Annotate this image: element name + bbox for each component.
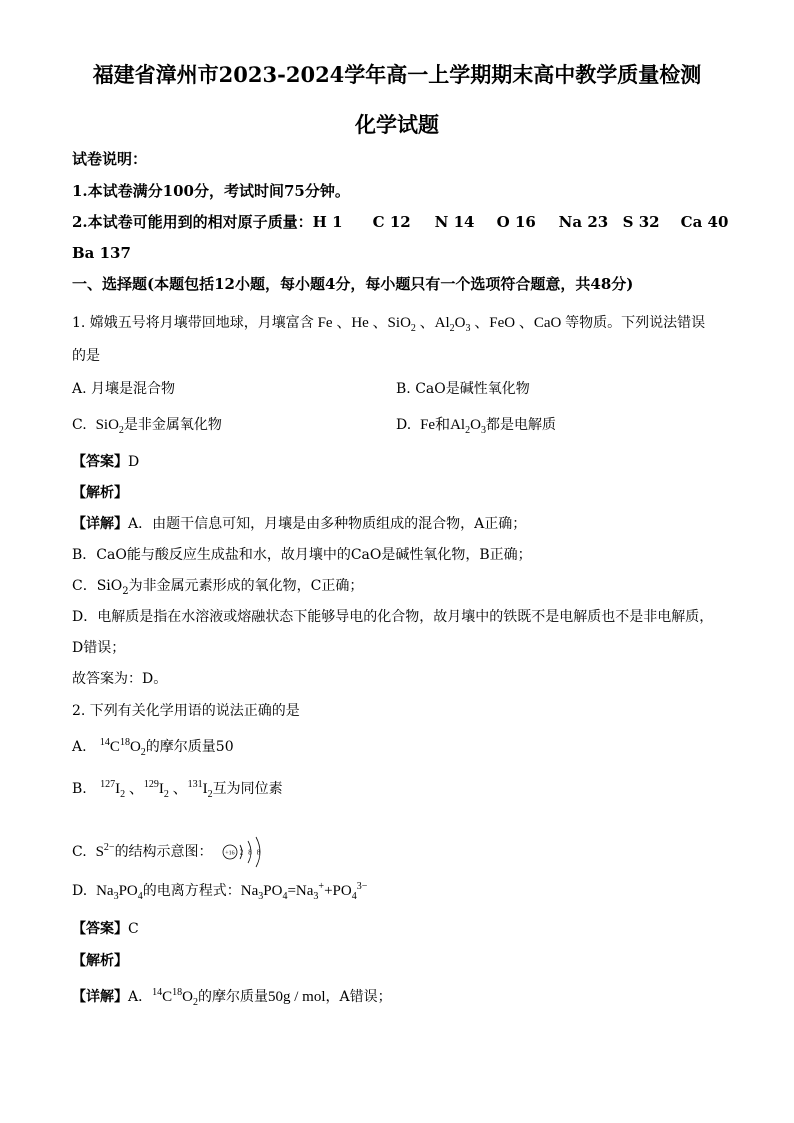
instructions-item-1: 1.本试卷满分100分，考试时间75分钟。 [72, 182, 350, 200]
atomic-mass-c: C 12 [372, 213, 411, 231]
q1-detail-b: B．CaO能与酸反应生成盐和水，故月壤中的CaO是碱性氧化物，B正确； [72, 547, 532, 563]
section-1-heading: 一、选择题(本题包括12小题，每小题4分，每小题只有一个选项符合题意，共48分) [72, 275, 634, 293]
atomic-mass-n: N 14 [434, 213, 475, 231]
q1-answer: 【答案】D [72, 454, 140, 470]
q1-stem: 1. 嫦娥五号将月壤带回地球，月壤富含 Fe 、He 、SiO$_2$ 、$Al_2O_3$ 、FeO 、CaO 等物质。下列说法错误 [72, 315, 706, 334]
atomic-mass-na: Na 23 [558, 213, 609, 231]
instructions-heading: 试卷说明： [72, 150, 148, 168]
q1-detail-c: C．SiO$_2$为非金属元素形成的氧化物，C正确； [72, 578, 364, 597]
atomic-mass-ba: Ba 137 [72, 244, 131, 262]
atomic-mass-s: S 32 [622, 213, 660, 231]
q1-stem-continued: 的是 [72, 348, 100, 364]
page-subtitle: 化学试题 [355, 112, 439, 137]
q1-detail-d-continued: D错误； [72, 640, 126, 656]
page-title: 福建省漳州市2023-2024学年高一上学期期末高中教学质量检测 [92, 62, 702, 87]
instructions-item-2-label: 2.本试卷可能用到的相对原子质量： [72, 213, 313, 231]
diagram-shell-1: 2 [239, 848, 244, 857]
q2-stem: 2. 下列有关化学用语的说法正确的是 [72, 703, 300, 719]
q2-option-d: D. $Na_3PO_4$的电离方程式：$Na_3PO_4=Na_3^++PO_4^{3-}$ [72, 881, 368, 902]
q2-ionization-equation: $Na_3PO_4=Na_3^++PO_4^{3-}$ [240, 881, 368, 902]
instructions-item-2 [72, 215, 728, 230]
q1-option-d: D. Fe和$Al_2O_3$都是电解质 [396, 417, 556, 436]
q2-option-c: C. $S^{2-}$的结构示意图： +16 2 8 8 [72, 832, 269, 872]
atomic-mass-o: O 16 [496, 213, 536, 231]
atomic-mass-list [313, 213, 729, 231]
q2-detail-a: 【详解】A．$^{14}C^{18}O_2$的摩尔质量50g / mol，A错误； [72, 987, 392, 1008]
q2-answer: 【答案】C [72, 921, 139, 937]
diagram-shell-3: 8 [256, 848, 261, 857]
atomic-mass-ca: Ca 40 [680, 213, 729, 231]
q2-option-a: A. $^{14}C^{18}O_2$的摩尔质量50 [72, 737, 234, 758]
q1-option-b: B. CaO是碱性氧化物 [396, 381, 530, 397]
q2-option-b: B. $^{127}I_2$ 、$^{129}I_2$ 、$^{131}I_2$互为同位素 [72, 779, 283, 800]
sulfide-ion-structure-diagram [221, 832, 269, 872]
q1-conclusion: 故答案为：D。 [72, 671, 168, 687]
atomic-mass-h: H 1 [312, 213, 343, 231]
diagram-nucleus-label: +16 [225, 850, 235, 857]
q1-detail-a: 【详解】A．由题干信息可知，月壤是由多种物质组成的混合物，A正确； [72, 516, 527, 532]
q1-formula-list: Fe 、He 、SiO$_2$ 、$Al_2O_3$ 、FeO 、CaO [313, 315, 566, 334]
q1-analysis-tag: 【解析】 [72, 485, 128, 501]
diagram-shell-2: 8 [248, 848, 252, 857]
q1-option-c: C. SiO$_2$是非金属氧化物 [72, 417, 222, 436]
q1-detail-d: D．电解质是指在水溶液或熔融状态下能够导电的化合物，故月壤中的铁既不是电解质也不是非电解质， [72, 609, 714, 625]
q1-option-a: A. 月壤是混合物 [72, 381, 176, 397]
q2-analysis-tag: 【解析】 [72, 953, 128, 969]
